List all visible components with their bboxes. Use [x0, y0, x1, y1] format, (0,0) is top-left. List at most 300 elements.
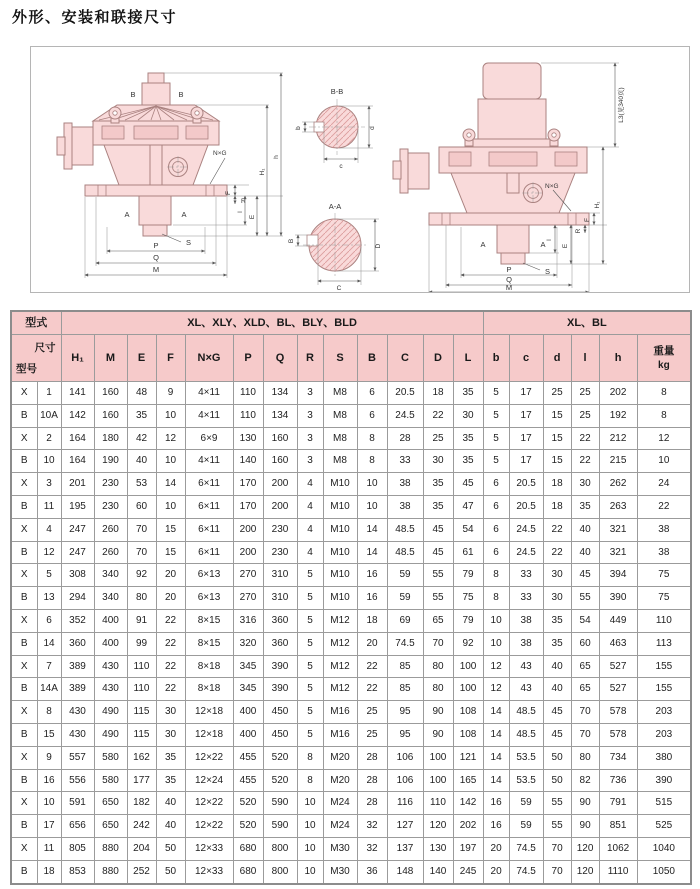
- value-cell: 20.5: [509, 495, 543, 518]
- value-cell: 177: [127, 769, 156, 792]
- value-cell: 851: [599, 815, 637, 838]
- column-header: c: [509, 335, 543, 382]
- value-cell: 134: [263, 404, 297, 427]
- dim-label-l: l: [546, 239, 553, 241]
- value-cell: 352: [61, 609, 94, 632]
- value-cell: 80: [423, 678, 453, 701]
- value-cell: 110: [127, 678, 156, 701]
- column-header: P: [233, 335, 263, 382]
- value-cell: 22: [543, 518, 571, 541]
- value-cell: 204: [127, 837, 156, 860]
- value-cell: 8: [483, 587, 509, 610]
- value-cell: 38: [387, 495, 423, 518]
- value-cell: 791: [599, 792, 637, 815]
- value-cell: 8: [637, 382, 691, 405]
- value-cell: 10: [297, 815, 323, 838]
- value-cell: 6: [483, 495, 509, 518]
- column-header: C: [387, 335, 423, 382]
- value-cell: 527: [599, 655, 637, 678]
- table-row: [11, 655, 691, 678]
- motor-top: [483, 63, 541, 99]
- value-cell: 100: [453, 655, 483, 678]
- column-header: l: [571, 335, 599, 382]
- value-cell: 22: [571, 427, 599, 450]
- value-cell: 164: [61, 450, 94, 473]
- section-mark-a: A: [540, 240, 546, 249]
- value-cell: 5: [297, 723, 323, 746]
- value-cell: 260: [94, 518, 127, 541]
- value-cell: 520: [233, 792, 263, 815]
- series-cell: B: [11, 541, 37, 564]
- dim-label-C: C: [336, 285, 342, 292]
- value-cell: 28: [387, 427, 423, 450]
- series-cell: B: [11, 587, 37, 610]
- table-row: [11, 815, 691, 838]
- value-cell: 24.5: [387, 404, 423, 427]
- eyebolt: [463, 129, 475, 146]
- series-cell: B: [11, 450, 37, 473]
- column-header: h: [599, 335, 637, 382]
- value-cell: 580: [94, 769, 127, 792]
- value-cell: 30: [156, 701, 185, 724]
- value-cell: 170: [233, 495, 263, 518]
- value-cell: 170: [233, 473, 263, 496]
- column-header: R: [297, 335, 323, 382]
- value-cell: M12: [323, 678, 357, 701]
- dim-label-m: M: [152, 265, 160, 274]
- value-cell: 55: [423, 587, 453, 610]
- dim-label-f: F: [584, 218, 591, 222]
- value-cell: M16: [323, 723, 357, 746]
- value-cell: 25: [571, 404, 599, 427]
- value-cell: 18: [543, 473, 571, 496]
- value-cell: 140: [233, 450, 263, 473]
- value-cell: 90: [423, 723, 453, 746]
- value-cell: 25: [423, 427, 453, 450]
- value-cell: 48.5: [509, 723, 543, 746]
- value-cell: 10: [297, 860, 323, 883]
- value-cell: 202: [599, 382, 637, 405]
- section-title-bb: B-B: [330, 87, 344, 96]
- corner-dimension-label: 尺寸: [34, 342, 56, 354]
- value-cell: 33: [509, 587, 543, 610]
- value-cell: 165: [453, 769, 483, 792]
- value-cell: 70: [423, 632, 453, 655]
- value-cell: 389: [61, 655, 94, 678]
- value-cell: 110: [637, 609, 691, 632]
- value-cell: 22: [543, 541, 571, 564]
- value-cell: 212: [599, 427, 637, 450]
- value-cell: 113: [637, 632, 691, 655]
- model-cell: 13: [37, 587, 61, 610]
- weight-unit: kg: [658, 360, 670, 371]
- value-cell: 30: [453, 404, 483, 427]
- table-row: [11, 792, 691, 815]
- value-cell: 10: [357, 495, 387, 518]
- value-cell: 10: [156, 404, 185, 427]
- model-cell: 18: [37, 860, 61, 883]
- value-cell: 260: [94, 541, 127, 564]
- value-cell: 59: [509, 792, 543, 815]
- value-cell: 12×18: [185, 701, 233, 724]
- value-cell: 60: [127, 495, 156, 518]
- table-row: [11, 609, 691, 632]
- value-cell: 75: [453, 587, 483, 610]
- value-cell: 140: [423, 860, 453, 883]
- value-cell: 90: [423, 701, 453, 724]
- value-cell: 48.5: [387, 541, 423, 564]
- series-cell: X: [11, 473, 37, 496]
- dim-label-p: P: [153, 241, 159, 250]
- value-cell: 60: [571, 632, 599, 655]
- value-cell: 30: [543, 587, 571, 610]
- value-cell: 53.5: [509, 746, 543, 769]
- value-cell: M30: [323, 860, 357, 883]
- weight-label: 重量: [653, 345, 675, 357]
- value-cell: 55: [543, 792, 571, 815]
- value-cell: 25: [357, 723, 387, 746]
- value-cell: 345: [233, 655, 263, 678]
- table-row: [11, 450, 691, 473]
- value-cell: 389: [61, 678, 94, 701]
- value-cell: 316: [233, 609, 263, 632]
- dim-label-nxg: N×G: [213, 150, 227, 157]
- value-cell: 35: [453, 382, 483, 405]
- table-row: [11, 564, 691, 587]
- model-cell: 11: [37, 495, 61, 518]
- value-cell: 121: [453, 746, 483, 769]
- value-cell: 490: [94, 723, 127, 746]
- value-cell: 20: [156, 587, 185, 610]
- series-cell: B: [11, 404, 37, 427]
- series-cell: X: [11, 655, 37, 678]
- value-cell: 16: [357, 587, 387, 610]
- value-cell: 16: [483, 815, 509, 838]
- value-cell: 142: [453, 792, 483, 815]
- value-cell: M10: [323, 473, 357, 496]
- value-cell: 16: [483, 792, 509, 815]
- column-header: D: [423, 335, 453, 382]
- value-cell: 4×11: [185, 450, 233, 473]
- value-cell: 35: [156, 769, 185, 792]
- input-shaft-cap: [148, 73, 164, 83]
- value-cell: 8: [357, 450, 387, 473]
- dim-label-l3: L3(见340页): [618, 87, 625, 123]
- value-cell: 20: [483, 860, 509, 883]
- value-cell: 43: [509, 655, 543, 678]
- value-cell: 270: [233, 587, 263, 610]
- value-cell: 120: [571, 837, 599, 860]
- value-cell: 230: [94, 495, 127, 518]
- value-cell: 48: [127, 382, 156, 405]
- value-cell: 80: [571, 746, 599, 769]
- series-cell: X: [11, 564, 37, 587]
- value-cell: 16: [357, 564, 387, 587]
- table-row: [11, 518, 691, 541]
- value-cell: 650: [94, 815, 127, 838]
- value-cell: 580: [94, 746, 127, 769]
- section-mark-b: B: [178, 90, 184, 99]
- input-side-attachment: [393, 149, 429, 193]
- series-cell: B: [11, 860, 37, 883]
- value-cell: 14: [357, 541, 387, 564]
- value-cell: 8: [297, 769, 323, 792]
- value-cell: 15: [543, 404, 571, 427]
- value-cell: 10: [156, 495, 185, 518]
- value-cell: 45: [543, 701, 571, 724]
- value-cell: 4: [297, 495, 323, 518]
- value-cell: 455: [233, 746, 263, 769]
- dim-label-B: B: [288, 238, 295, 244]
- value-cell: 22: [156, 678, 185, 701]
- value-cell: 155: [637, 678, 691, 701]
- value-cell: 50: [156, 837, 185, 860]
- value-cell: M10: [323, 518, 357, 541]
- value-cell: 45: [423, 518, 453, 541]
- value-cell: 263: [599, 495, 637, 518]
- value-cell: 160: [263, 427, 297, 450]
- value-cell: 340: [94, 587, 127, 610]
- motor-reducer-front-view: [393, 63, 625, 292]
- value-cell: 95: [387, 723, 423, 746]
- value-cell: 70: [543, 837, 571, 860]
- value-cell: M10: [323, 495, 357, 518]
- value-cell: 230: [263, 518, 297, 541]
- value-cell: M24: [323, 815, 357, 838]
- value-cell: 252: [127, 860, 156, 883]
- value-cell: 321: [599, 518, 637, 541]
- value-cell: 142: [61, 404, 94, 427]
- series-cell: X: [11, 609, 37, 632]
- value-cell: 590: [263, 815, 297, 838]
- value-cell: 450: [263, 701, 297, 724]
- value-cell: 24.5: [509, 541, 543, 564]
- value-cell: 50: [156, 860, 185, 883]
- value-cell: 24.5: [509, 518, 543, 541]
- value-cell: 394: [599, 564, 637, 587]
- model-cell: 12: [37, 541, 61, 564]
- value-cell: 8: [637, 404, 691, 427]
- value-cell: 38: [509, 632, 543, 655]
- value-cell: M8: [323, 404, 357, 427]
- dim-label-h: h: [273, 155, 280, 159]
- value-cell: 33: [509, 564, 543, 587]
- group2-header: XL、BL: [483, 311, 691, 335]
- value-cell: 308: [61, 564, 94, 587]
- value-cell: 137: [387, 837, 423, 860]
- value-cell: 110: [233, 404, 263, 427]
- value-cell: 400: [233, 723, 263, 746]
- corner-model-label: 型号: [16, 363, 37, 375]
- value-cell: 3: [297, 404, 323, 427]
- value-cell: 200: [263, 495, 297, 518]
- section-title-aa: A-A: [328, 202, 342, 211]
- value-cell: 92: [453, 632, 483, 655]
- dim-label-nxg: N×G: [545, 183, 559, 190]
- value-cell: 40: [543, 678, 571, 701]
- value-cell: 45: [571, 564, 599, 587]
- table-row: [11, 769, 691, 792]
- value-cell: 591: [61, 792, 94, 815]
- value-cell: 200: [233, 518, 263, 541]
- value-cell: 106: [387, 769, 423, 792]
- value-cell: 6: [357, 404, 387, 427]
- dim-label-r: R: [575, 228, 582, 234]
- value-cell: 360: [263, 609, 297, 632]
- value-cell: 28: [357, 792, 387, 815]
- value-cell: M30: [323, 837, 357, 860]
- value-cell: 400: [94, 609, 127, 632]
- value-cell: 110: [423, 792, 453, 815]
- value-cell: 200: [263, 473, 297, 496]
- value-cell: 10: [297, 837, 323, 860]
- value-cell: M8: [323, 427, 357, 450]
- value-cell: 5: [297, 587, 323, 610]
- value-cell: 54: [571, 609, 599, 632]
- value-cell: 14: [483, 701, 509, 724]
- value-cell: 656: [61, 815, 94, 838]
- value-cell: 557: [61, 746, 94, 769]
- value-cell: 8: [357, 427, 387, 450]
- value-cell: 4: [297, 473, 323, 496]
- value-cell: 400: [94, 632, 127, 655]
- value-cell: 520: [263, 746, 297, 769]
- value-cell: 12×22: [185, 792, 233, 815]
- value-cell: 345: [233, 678, 263, 701]
- value-cell: 880: [94, 860, 127, 883]
- value-cell: 1040: [637, 837, 691, 860]
- value-cell: 25: [357, 701, 387, 724]
- value-cell: 247: [61, 518, 94, 541]
- value-cell: 75: [637, 564, 691, 587]
- value-cell: 6×11: [185, 495, 233, 518]
- value-cell: 22: [637, 495, 691, 518]
- series-cell: B: [11, 723, 37, 746]
- value-cell: M8: [323, 450, 357, 473]
- value-cell: 203: [637, 723, 691, 746]
- eyebolt: [191, 107, 203, 123]
- value-cell: 247: [61, 541, 94, 564]
- group-header-row: [11, 311, 691, 335]
- model-cell: 6: [37, 609, 61, 632]
- series-cell: X: [11, 427, 37, 450]
- value-cell: 20: [156, 564, 185, 587]
- series-cell: X: [11, 837, 37, 860]
- value-cell: 17: [509, 427, 543, 450]
- model-cell: 15: [37, 723, 61, 746]
- value-cell: 800: [263, 860, 297, 883]
- table-row: [11, 382, 691, 405]
- value-cell: 10: [297, 792, 323, 815]
- value-cell: 30: [543, 564, 571, 587]
- value-cell: 25: [543, 382, 571, 405]
- table-row: [11, 541, 691, 564]
- value-cell: 115: [127, 723, 156, 746]
- value-cell: 310: [263, 564, 297, 587]
- value-cell: M20: [323, 769, 357, 792]
- value-cell: 14: [357, 518, 387, 541]
- value-cell: 90: [571, 815, 599, 838]
- value-cell: 95: [387, 701, 423, 724]
- value-cell: 6×11: [185, 473, 233, 496]
- dim-label-r: R: [241, 198, 246, 205]
- value-cell: 148: [387, 860, 423, 883]
- value-cell: 38: [387, 473, 423, 496]
- value-cell: 1062: [599, 837, 637, 860]
- input-shaft: [142, 83, 170, 105]
- value-cell: 35: [423, 473, 453, 496]
- value-cell: 17: [509, 382, 543, 405]
- value-cell: 20: [483, 837, 509, 860]
- value-cell: 22: [571, 450, 599, 473]
- value-cell: 12×24: [185, 769, 233, 792]
- column-header: E: [127, 335, 156, 382]
- value-cell: 48.5: [509, 701, 543, 724]
- value-cell: 490: [94, 701, 127, 724]
- table-row: [11, 427, 691, 450]
- dim-label-h1: H₁: [259, 168, 266, 176]
- value-cell: 35: [543, 609, 571, 632]
- value-cell: 110: [127, 655, 156, 678]
- value-cell: 15: [543, 427, 571, 450]
- value-cell: M16: [323, 701, 357, 724]
- value-cell: 6: [483, 541, 509, 564]
- value-cell: 12: [156, 427, 185, 450]
- table-body: [11, 382, 691, 884]
- value-cell: 10: [483, 632, 509, 655]
- value-cell: 8: [483, 564, 509, 587]
- model-cell: 11: [37, 837, 61, 860]
- dim-label-s: S: [545, 267, 551, 276]
- dim-label-e: E: [562, 243, 569, 249]
- value-cell: 22: [357, 678, 387, 701]
- value-cell: 160: [94, 382, 127, 405]
- value-cell: 734: [599, 746, 637, 769]
- value-cell: 10: [156, 450, 185, 473]
- value-cell: 10: [637, 450, 691, 473]
- value-cell: 5: [297, 609, 323, 632]
- value-cell: 190: [94, 450, 127, 473]
- value-cell: 54: [453, 518, 483, 541]
- table-row: [11, 746, 691, 769]
- value-cell: 3: [297, 382, 323, 405]
- value-cell: 853: [61, 860, 94, 883]
- value-cell: 40: [156, 792, 185, 815]
- value-cell: 164: [61, 427, 94, 450]
- dim-label-s: S: [186, 238, 192, 247]
- value-cell: 14: [483, 769, 509, 792]
- value-cell: 45: [453, 473, 483, 496]
- weight-header: [637, 335, 691, 382]
- value-cell: 9: [156, 382, 185, 405]
- value-cell: 12×18: [185, 723, 233, 746]
- value-cell: 15: [543, 450, 571, 473]
- column-header: N×G: [185, 335, 233, 382]
- value-cell: 650: [94, 792, 127, 815]
- value-cell: M12: [323, 655, 357, 678]
- model-cell: 2: [37, 427, 61, 450]
- value-cell: 30: [156, 723, 185, 746]
- type-header: 型式: [11, 311, 61, 335]
- value-cell: 245: [453, 860, 483, 883]
- series-cell: B: [11, 769, 37, 792]
- value-cell: 10: [357, 473, 387, 496]
- value-cell: M12: [323, 632, 357, 655]
- value-cell: 35: [453, 450, 483, 473]
- value-cell: 35: [423, 495, 453, 518]
- table-row: [11, 404, 691, 427]
- output-shaft: [497, 225, 529, 253]
